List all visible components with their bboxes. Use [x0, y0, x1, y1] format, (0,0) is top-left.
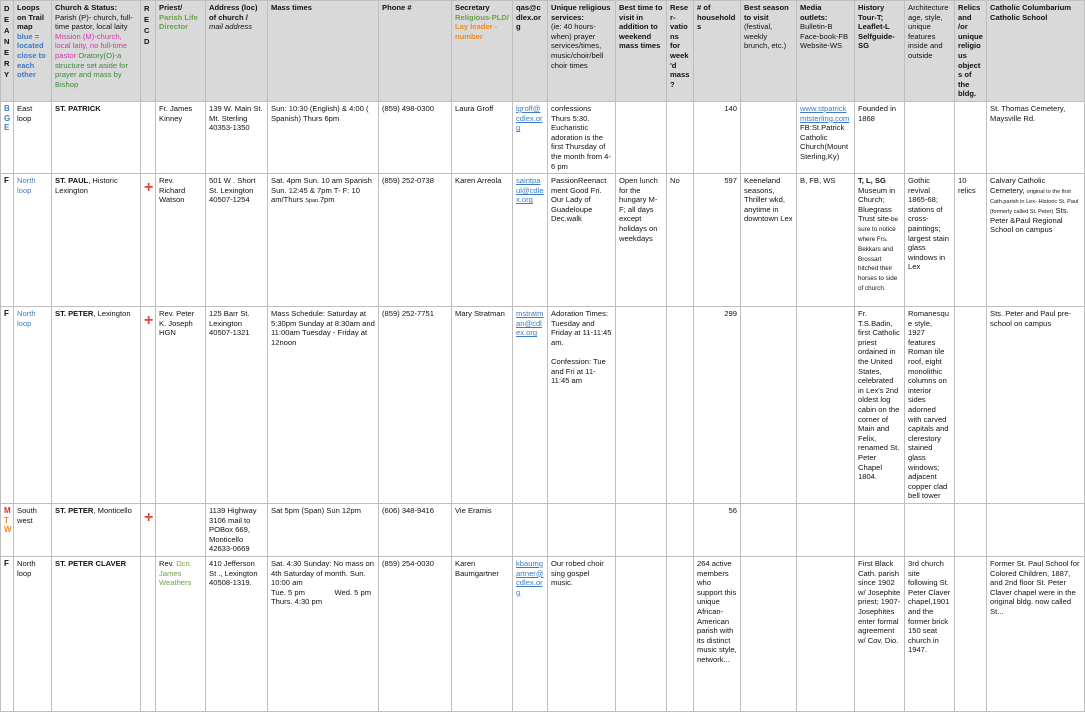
table-row	[1, 503, 1085, 556]
unique-services-cell[interactable]: confessions Thurs 5:30. Eucharistic adoration is the first Thursday of the month from 4-6 pm	[548, 101, 616, 173]
header-catholic[interactable]: Catholic Columbarium Catholic School	[987, 1, 1085, 102]
loop-cell[interactable]: South west	[14, 503, 52, 556]
header-best-season[interactable]: Best season to visit (festival, weekly brunch, etc.)	[741, 1, 797, 102]
recd-cell[interactable]	[141, 101, 156, 173]
unique-services-cell[interactable]: PassionReenactment Good Fri. Our Lady of Guadeloupe Dec.walk	[548, 174, 616, 307]
best-time-cell[interactable]	[616, 307, 667, 504]
secretary-cell[interactable]: Mary Stratman	[452, 307, 513, 504]
header-email[interactable]: qas@cdlex.org	[513, 1, 548, 102]
email-cell[interactable]	[513, 101, 548, 173]
best-time-cell[interactable]	[616, 503, 667, 556]
website-link[interactable]: www.stpatrickmtsterling.com	[800, 103, 850, 123]
media-cell[interactable]	[797, 307, 855, 504]
phone-cell[interactable]: (859) 252-0738	[379, 174, 452, 307]
header-households[interactable]: # of households	[694, 1, 741, 102]
priest-cell[interactable]	[156, 503, 206, 556]
address-cell[interactable]: 1139 Highway 3106 mail to POBox 669, Monticello 42633-0669	[206, 503, 268, 556]
header-deanery[interactable]: DEANERY	[1, 1, 14, 102]
mass-times-cell[interactable]: Mass Schedule: Saturday at 5:30pm Sunday at 8:30am and 11:00am Tuesday - Friday at 12noon	[268, 307, 379, 504]
priest-cell[interactable]: Rev. Richard Watson	[156, 174, 206, 307]
address-cell[interactable]: 410 Jefferson St ., Lexington 40508-1319.	[206, 556, 268, 711]
header-media[interactable]: Media outlets: Bulletin-B Face-book-FB Website-WS	[797, 1, 855, 102]
relics-cell[interactable]	[955, 101, 987, 173]
priest-cell[interactable]: Rev. Peter K. Joseph HGN	[156, 307, 206, 504]
households-cell[interactable]: 597	[694, 174, 741, 307]
red-cross-icon: +	[144, 508, 154, 526]
best-time-cell[interactable]	[616, 101, 667, 173]
architecture-cell[interactable]: Romanesque style, 1927 features Roman tile roof, eight monolithic columns on interior sides adorned with carved capitals and clerestory stained glass windows; adjacent copper clad bell tower	[905, 307, 955, 504]
phone-cell[interactable]: (859) 498-0300	[379, 101, 452, 173]
history-cell[interactable]	[855, 503, 905, 556]
best-time-cell[interactable]: Open lunch for the hungary M-F; all days except holidays on weekdays	[616, 174, 667, 307]
best-season-cell[interactable]	[741, 307, 797, 504]
header-best-time[interactable]: Best time to visit in addition to weekend mass times	[616, 1, 667, 102]
table-row	[1, 307, 1085, 504]
media-cell[interactable]: B, FB, WS	[797, 174, 855, 307]
unique-services-cell[interactable]: Adoration Times: Tuesday and Friday at 11-11:45 am. Confession: Tue and Fri at 11-11:45 am	[548, 307, 616, 504]
architecture-cell[interactable]: 3rd church site following St. Peter Claver chapel,1901 and the former brick 150 seat church in 1947.	[905, 556, 955, 711]
church-cell[interactable]: ST. PETER CLAVER	[52, 556, 141, 711]
architecture-cell[interactable]	[905, 503, 955, 556]
reservations-cell[interactable]: No	[667, 174, 694, 307]
households-cell[interactable]: 140	[694, 101, 741, 173]
loop-cell[interactable]: North loop	[14, 174, 52, 307]
mass-times-cell[interactable]: Sun: 10:30 (English) & 4:00 ( Spanish) Thurs 6pm	[268, 101, 379, 173]
unique-services-cell[interactable]: Our robed choir sing gospel music.	[548, 556, 616, 711]
history-cell[interactable]: Founded in 1868	[855, 101, 905, 173]
church-cell[interactable]: ST. PATRICK	[52, 101, 141, 173]
address-cell[interactable]: 501 W . Short St. Lexington 40507-1254	[206, 174, 268, 307]
unique-services-cell[interactable]	[548, 503, 616, 556]
church-cell[interactable]: ST. PETER, Lexington	[52, 307, 141, 504]
header-unique-services[interactable]: Unique religious services: (ie: 40 hours-when) prayer services/times, music/choir/bell choir times	[548, 1, 616, 102]
email-cell[interactable]	[513, 174, 548, 307]
header-secretary[interactable]: Secretary Religious-PLD/ Lay leader -number	[452, 1, 513, 102]
history-cell[interactable]: T, L, SG Museum in Church; Bluegrass Trust site-be sure to notice where Frs. Bekkars and Brossart hitched their horses to side of church.	[855, 174, 905, 307]
email-cell[interactable]	[513, 503, 548, 556]
relics-cell[interactable]	[955, 503, 987, 556]
secretary-cell[interactable]: Vie Eramis	[452, 503, 513, 556]
recd-cell[interactable]	[141, 556, 156, 711]
recd-cell[interactable]	[141, 174, 156, 307]
catholic-cell[interactable]: Calvary Catholic Cemetery, original to the first Cath.parish in Lex- Historic St. Paul (formerly called St. Peter) Sts. Peter &Paul Regional School on campus	[987, 174, 1085, 307]
deanery-cell[interactable]: F	[1, 174, 14, 307]
email-link[interactable]: mstratman@cdlex.org	[516, 309, 544, 338]
loop-cell[interactable]: North loop	[14, 556, 52, 711]
address-cell[interactable]: 139 W. Main St. Mt. Sterling 40353-1350	[206, 101, 268, 173]
header-recd[interactable]: RECD	[141, 1, 156, 102]
secretary-cell[interactable]: Laura Groff	[452, 101, 513, 173]
households-cell[interactable]: 299	[694, 307, 741, 504]
relics-cell[interactable]: 10 relics	[955, 174, 987, 307]
households-cell[interactable]: 264 active members who support this unique African-American parish with its distinct music style, network...	[694, 556, 741, 711]
header-church-status[interactable]: Church & Status: Parish (P)- church, full-time pastor, local laity Mission (M)-church, local laity, no full-time pastor Oratory(O)-a structure set aside for prayer and mass by Bishop	[52, 1, 141, 102]
secretary-cell[interactable]: Karen Baumgartner	[452, 556, 513, 711]
catholic-cell[interactable]: St. Thomas Cemetery, Maysville Rd.	[987, 101, 1085, 173]
catholic-cell[interactable]: Sts. Peter and Paul pre-school on campus	[987, 307, 1085, 504]
households-cell[interactable]: 56	[694, 503, 741, 556]
email-link[interactable]: lgroff@cdlex.org	[516, 103, 543, 133]
media-cell[interactable]	[797, 503, 855, 556]
best-season-cell[interactable]	[741, 101, 797, 173]
best-season-cell[interactable]	[741, 503, 797, 556]
church-cell[interactable]: ST. PAUL, Historic Lexington	[52, 174, 141, 307]
relics-cell[interactable]	[955, 307, 987, 504]
mass-times-cell[interactable]: Sat. 4pm Sun. 10 am Spanish Sun. 12:45 & 7pm T- F: 10 am/Thurs Span.7pm	[268, 174, 379, 307]
header-architecture[interactable]: Architecture age, style, unique features inside and outside	[905, 1, 955, 102]
header-row	[1, 1, 1085, 102]
history-cell[interactable]: First Black Cath. parish since 1902 w/ Josephite priest; 1907-Josephites enter formal agreement w/ Cov. Dio.	[855, 556, 905, 711]
phone-cell[interactable]: (606) 348-9416	[379, 503, 452, 556]
header-history[interactable]: History Tour-T; Leaflet-L Selfguide-SG	[855, 1, 905, 102]
priest-cell[interactable]: Fr. James Kinney	[156, 101, 206, 173]
email-cell[interactable]	[513, 556, 548, 711]
deanery-cell[interactable]: B G E	[1, 101, 14, 173]
email-link[interactable]: saintpaul@cdlex.org	[516, 176, 544, 205]
table-row	[1, 174, 1085, 307]
best-season-cell[interactable]	[741, 556, 797, 711]
recd-cell[interactable]	[141, 307, 156, 504]
media-cell[interactable]: www.stpatrickmtsterling.com FB:St.Patrick Catholic Church(Mount Sterling,Ky)	[797, 101, 855, 173]
architecture-cell[interactable]: Gothic revival 1865-68; stations of cross-paintings; largest stain glass windows in Lex	[905, 174, 955, 307]
table-row	[1, 556, 1085, 711]
loop-cell[interactable]: North loop	[14, 307, 52, 504]
email-cell[interactable]	[513, 307, 548, 504]
red-cross-icon: +	[144, 312, 154, 330]
relics-cell[interactable]	[955, 556, 987, 711]
header-reservations[interactable]: Reser-vations for week'd mass?	[667, 1, 694, 102]
email-link[interactable]: kbaumgartner@cdlex.org	[516, 558, 544, 597]
recd-cell[interactable]	[141, 503, 156, 556]
media-cell[interactable]	[797, 556, 855, 711]
header-mass-times[interactable]: Mass times	[268, 1, 379, 102]
church-cell[interactable]: ST. PETER, Monticello	[52, 503, 141, 556]
reservations-cell[interactable]	[667, 307, 694, 504]
address-cell[interactable]: 125 Barr St. Lexington 40507-1321	[206, 307, 268, 504]
catholic-cell[interactable]	[987, 503, 1085, 556]
architecture-cell[interactable]	[905, 101, 955, 173]
deanery-cell[interactable]: F	[1, 307, 14, 504]
mass-times-cell[interactable]: Sat. 4:30 Sunday: No mass on 4th Saturday of month. Sun. 10:00 am Tue. 5 pm Wed. 5 pm Thurs. 4:30 pm	[268, 556, 379, 711]
reservations-cell[interactable]	[667, 503, 694, 556]
secretary-cell[interactable]: Karen Arreola	[452, 174, 513, 307]
reservations-cell[interactable]	[667, 101, 694, 173]
history-cell[interactable]: Fr. T.S.Badin, first Catholic priest ordained in the United States, celebrated in Lex's 2nd oldest log cabin on the corner of Main and Felix, renamed St. Peter Chapel 1804.	[855, 307, 905, 504]
phone-cell[interactable]: (859) 254-0030	[379, 556, 452, 711]
red-cross-icon: +	[144, 179, 154, 197]
header-loops[interactable]: Loops on Trail map blue = located close to each other	[14, 1, 52, 102]
header-priest[interactable]: Priest/ Parish Life Director	[156, 1, 206, 102]
phone-cell[interactable]: (859) 252-7751	[379, 307, 452, 504]
table-row	[1, 101, 1085, 173]
best-season-cell[interactable]: Keeneland seasons, Thriller wkd, anytime in downtown Lex	[741, 174, 797, 307]
priest-cell[interactable]: Rev. Dcn. James Weathers	[156, 556, 206, 711]
best-time-cell[interactable]	[616, 556, 667, 711]
mass-times-cell[interactable]: Sat 5pm (Span) Sun 12pm	[268, 503, 379, 556]
reservations-cell[interactable]	[667, 556, 694, 711]
deanery-cell[interactable]: F	[1, 556, 14, 711]
catholic-cell[interactable]: Former St. Paul School for Colored Children, 1887, and 2nd floor St. Peter Claver chapel were in the original bldg. now called St...	[987, 556, 1085, 711]
header-phone[interactable]: Phone #	[379, 1, 452, 102]
header-address[interactable]: Address (loc) of church / mail address	[206, 1, 268, 102]
loop-cell[interactable]: East loop	[14, 101, 52, 173]
deanery-cell[interactable]: M T W	[1, 503, 14, 556]
header-relics[interactable]: Relics and /or unique religious objects of the bldg.	[955, 1, 987, 102]
